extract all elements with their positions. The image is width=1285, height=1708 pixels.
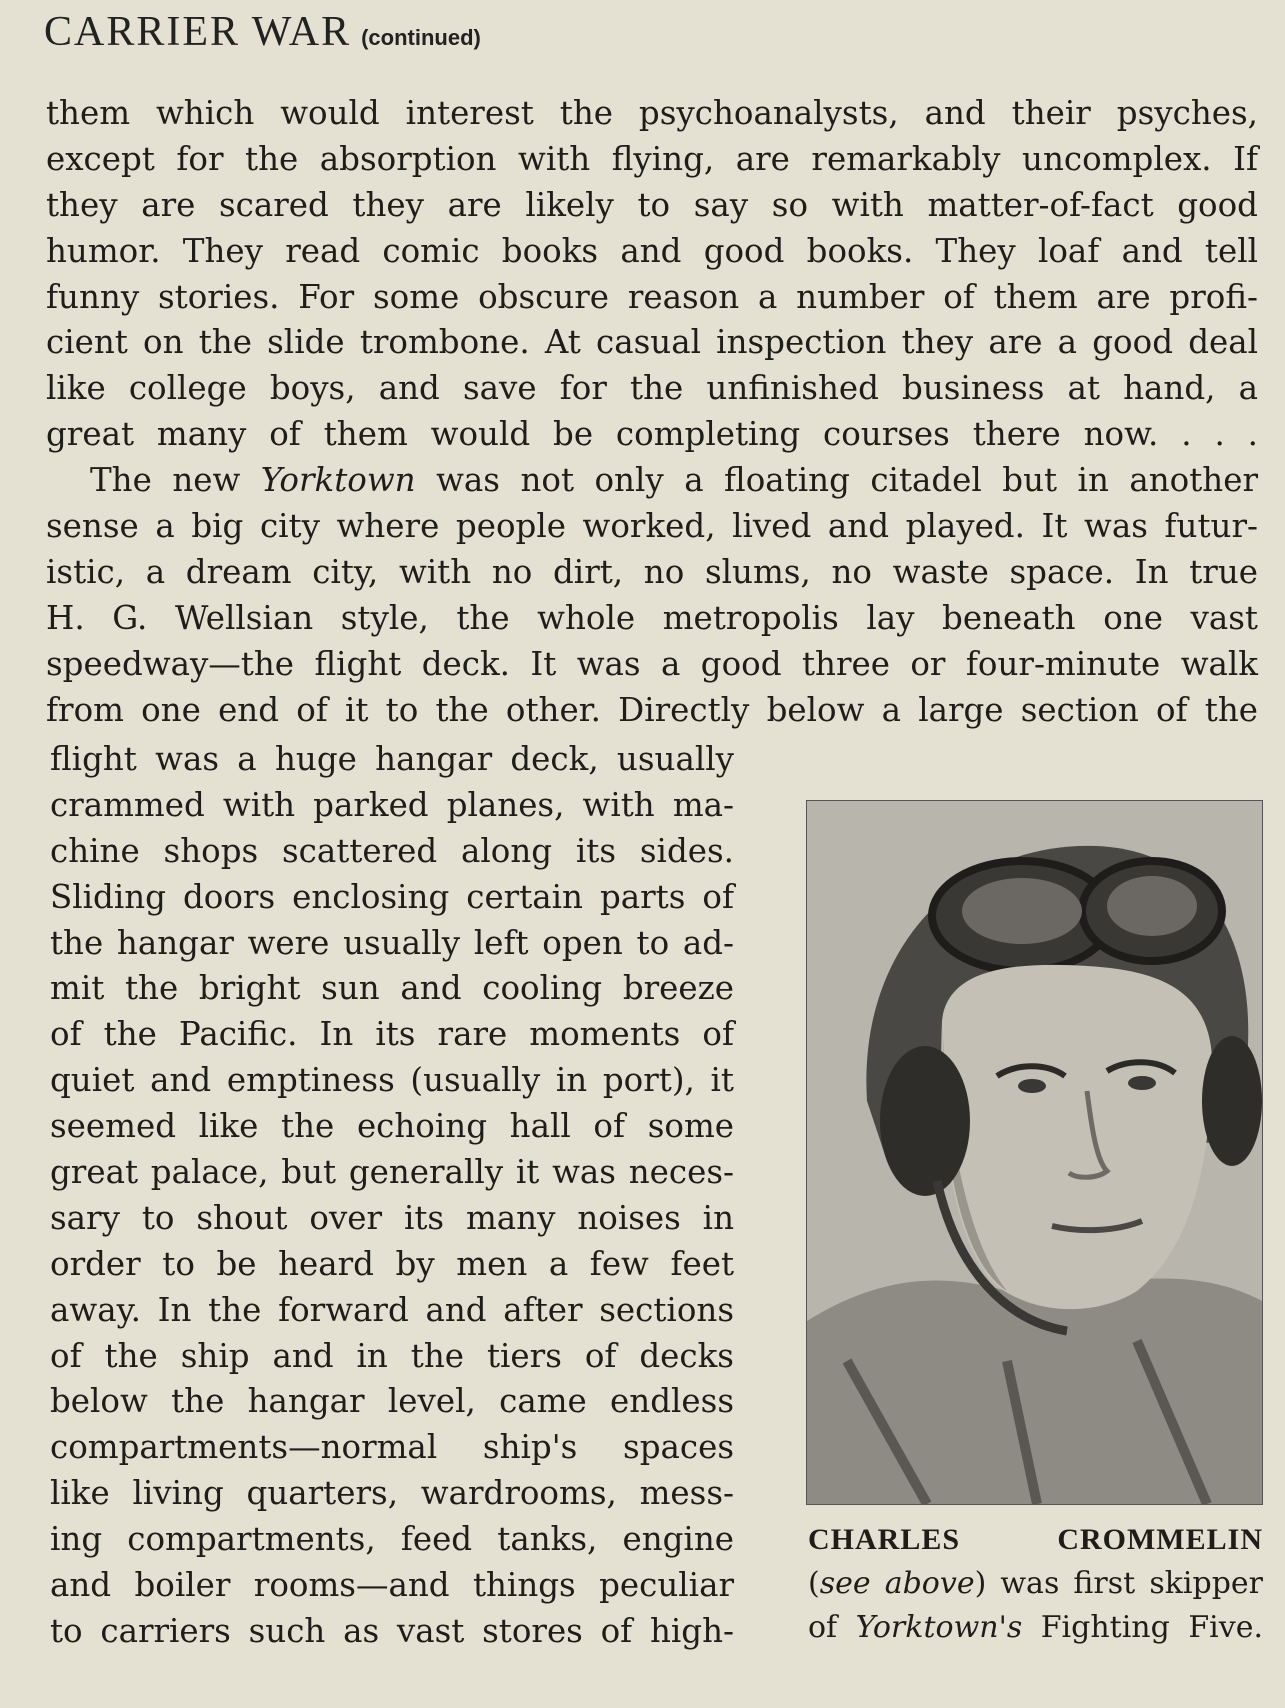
- text-line: compartments—normal ship's spaces: [50, 1428, 734, 1467]
- article-body-narrow-column: [50, 736, 734, 1654]
- text-line: to carriers such as vast stores of high-: [50, 1611, 734, 1650]
- caption-line: (see above) was first skipper: [808, 1566, 1263, 1601]
- paragraph-first-line: [46, 457, 1258, 503]
- text-line: ing compartments, feed tanks, engine: [50, 1520, 734, 1559]
- article-body-full-width: [46, 90, 1258, 732]
- ship-name: Yorktown: [260, 461, 416, 500]
- pilot-portrait-photo: [806, 800, 1263, 1505]
- text-line: they are scared they are likely to say so with matter-of-fact good: [46, 185, 1258, 224]
- text-line: crammed with parked planes, with ma-: [50, 785, 734, 824]
- text-line: great many of them would be completing courses there now. . . .: [46, 415, 1258, 454]
- pilot-portrait-illustration: [807, 801, 1262, 1504]
- text-line: flight was a huge hangar deck, usually: [50, 740, 734, 778]
- caption-ship-name: Yorktown's: [855, 1610, 1023, 1645]
- text-line: from one end of it to the other. Directly below a large section of the: [46, 690, 1258, 729]
- caption-reference: see above: [819, 1566, 975, 1601]
- section-title: CARRIER WAR: [44, 9, 352, 55]
- text-line: of the Pacific. In its rare moments of: [50, 1015, 734, 1054]
- text-line: them which would interest the psychoanalysts, and their psyches,: [46, 94, 1258, 132]
- text-line: quiet and emptiness (usually in port), it: [50, 1061, 734, 1100]
- caption-line: [808, 1606, 1263, 1650]
- caption-name: CHARLES CROMMELIN: [808, 1523, 1263, 1556]
- text-line: seemed like the echoing hall of some: [50, 1107, 734, 1146]
- text-line: sary to shout over its many noises in: [50, 1198, 734, 1237]
- text-line: like college boys, and save for the unfinished business at hand, a: [46, 369, 1258, 408]
- text-fragment: The new: [90, 461, 241, 500]
- text-line: cient on the slide trombone. At casual inspection they are a good deal: [46, 323, 1258, 362]
- photo-caption: [808, 1518, 1263, 1650]
- text-line: Sliding doors enclosing certain parts of: [50, 877, 734, 916]
- text-line: chine shops scattered along its sides.: [50, 831, 734, 870]
- text-line: istic, a dream city, with no dirt, no slums, no waste space. In true: [46, 552, 1258, 591]
- section-subtitle: (continued): [361, 25, 481, 50]
- text-fragment: was not only a floating citadel but in another: [436, 461, 1258, 500]
- text-line: below the hangar level, came endless: [50, 1382, 734, 1421]
- caption-text: of: [808, 1610, 838, 1645]
- caption-text: Fighting Five.: [1040, 1610, 1263, 1645]
- text-line: funny stories. For some obscure reason a number of them are profi-: [46, 277, 1258, 316]
- caption-text: was first skipper: [1000, 1566, 1263, 1601]
- text-line: the hangar were usually left open to ad-: [50, 923, 734, 962]
- text-line: of the ship and in the tiers of decks: [50, 1336, 734, 1375]
- section-header: [44, 8, 481, 56]
- text-line: sense a big city where people worked, lived and played. It was futur-: [46, 507, 1258, 546]
- text-line: order to be heard by men a few feet: [50, 1244, 734, 1283]
- text-line: like living quarters, wardrooms, mess-: [50, 1474, 734, 1513]
- text-line: humor. They read comic books and good books. They loaf and tell: [46, 231, 1258, 270]
- text-line: great palace, but generally it was neces-: [50, 1153, 734, 1192]
- text-line: mit the bright sun and cooling breeze: [50, 969, 734, 1008]
- text-line: away. In the forward and after sections: [50, 1290, 734, 1329]
- text-line: H. G. Wellsian style, the whole metropolis lay beneath one vast: [46, 598, 1258, 637]
- text-line: speedway—the flight deck. It was a good three or four-minute walk: [46, 644, 1258, 683]
- text-line: and boiler rooms—and things peculiar: [50, 1566, 734, 1605]
- text-line: except for the absorption with flying, are remarkably uncomplex. If: [46, 139, 1258, 178]
